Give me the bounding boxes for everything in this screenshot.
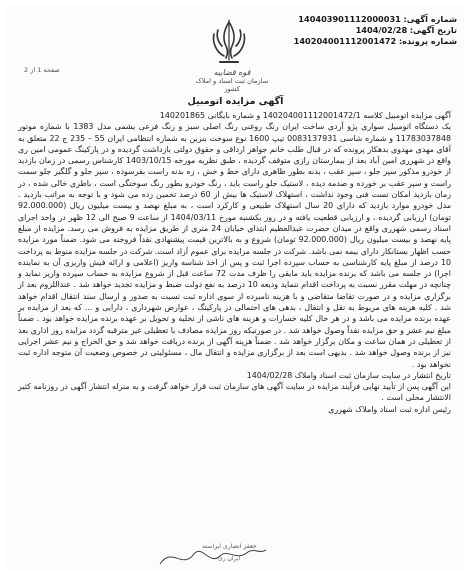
notice-date-row (277, 25, 457, 36)
notice-number-value: 140403901112000031 (298, 14, 401, 24)
org-line2: سازمان ثبت اسناد و املاک کشور (195, 77, 269, 93)
notice-paragraph: این آگهی پس از تأیید نهایی فرآیند مزایده در سایت آگهی های سازمان ثبت قرار خواهد گرفت و به منزله انتشار آگهی در روزنامه کثیر الانتشار محلی است . (18, 382, 451, 403)
notice-date-label: تاریخ آگهی: (409, 25, 457, 35)
notice-date-value: 1404/02/28 (355, 25, 408, 35)
signature-icon (152, 536, 272, 576)
document-page (6, 6, 465, 570)
notice-number-row (277, 14, 457, 25)
signatory-place: ایران ری (218, 555, 241, 562)
signatory-name: جعفر انصاری ایراسته (202, 543, 257, 550)
notice-body (18, 110, 451, 415)
file-number-label: شماره پرونده: (398, 36, 457, 46)
notice-paragraph: تاریخ انتشار در سایت سازمان ثبت اسناد واملاک 1404/02/28 (246, 370, 451, 380)
notice-paragraph: رئیس اداره ثبت اسناد واملاک شهرری (328, 404, 451, 414)
organization-name (190, 68, 274, 93)
notice-number-label: شماره آگهی: (403, 14, 457, 24)
notice-paragraph: یک دستگاه اتومبیل سواری پژو آردی ساخت ایران رنگ روغنی رنگ اصلی سبز و رنگ فرعی یشمی مدل 1383 با شماره موتور 11783037848 و شماره شاسی 0083137931 تیپ 1600 نوع سوخت بنزین به شماره انتظامی ایران 55 – 235 ج 22 متعلق به آقای مهدی مهدوی بدهکار پرونده که در قبال طلب خانم جواهر ارداقی و حقوق دولتی بازداشت گردیده و در پارکینگ عمومی امین ری واقع در شهرری امین آباد بعد از بیمارستان رازی متوقف گردیده ، طبق نظریه مورخه 1403/10/15 کارشناس رسمی در زمان بازدید از خودرو مذکور سپر جلو ، سپر عقب ، بدنه بطور ظاهری دارای خط و خش ، زه بدنه راست بفرسوده ، سپر جلو و گلگیر جلو سمت راست و سپر عقب بر خورده و صدمه دیده ، لاستیک جلو راست باید ، رنگ خودرو بطور رنگ سوختگی است ، باطری خالی شده ، در زمان بازدید امکان تست فنی وجود نداشت ، استهلاک لاستیک ها بیش از 60 درصد تخمین زده می شود و با توجه به مراتب بازدید . مدل خودرو موارد بازدید که دارای 20 سال استهلاک طبیعی و کارکرد است ، به مبلغ نهصد و بیست میلیون ریال (92.000.000 تومان) ارزیابی گردیده ، و ارزیابی قطعیت یافته و در روز یکشنبه مورخ 1404/03/11 از ساعت 9 صبح الی 12 ظهر در واحد اجرای اسناد رسمی شهرری واقع در میدان حضرت عبدالعظیم ابتدای خیابان 24 متری از طریق مزایده به فروش می رسد. مزایده از مبلغ پایه نهصد و بیست میلیون ریال (92.000.000 تومان) شروع و به بالاترین قیمت پیشنهادی نقداً فروخته می شود. ضمناً مورد مزایده حسب اظهار بستانکار دارای بیمه نمی باشد. شرکت در جلسه مزایده برای عموم آزاد است. شرکت در جلسه مزایده منوط به پرداخت 10 درصد از مبلغ پایه کارشناسی به حساب سپرده اجرا ثبت و پس از اخذ شناسه واریز (اعلامی و ارائه فیش واریزی آن به نماینده اجرا) در جلسه می باشد که برنده مزایده باید مابقی را ظرف مدت 72 ساعت قبل از شروع مزایده به حساب سپرده واریز نماید و چنانچه در مهلت مقرر نسبت به پرداخت اقدام ننماید ودیعه 10 درصد به نفع دولت ضبط و مزایده تجدید خواهد شد . عنداللزوم بعد از برگزاری مزایده و در صورت تقاضا متقاضی و با هزینه نامبرده از سوی اداره ثبت نسبت به صدور و ارسال سند انتقال اقدام خواهد شد . کلیه هزینه های مربوط به نقل و انتقال ، بدهی های احتمالی در پارکینگ ، عوارض شهرداری ، دارایی و ... که بعد از مزایده بر عهده برنده مزایده می باشد و در هر حال کلیه خسارات و هزینه های ناشی از تخلیه و تحویل بر عهده برنده مزایده خواهد بود . ضمناً مبلغ نیم عشر و حق مزایده نقداً وصول خواهد شد . در صورتیکه روز مزایده مصادف با تعطیلی غیر مترقبه گردد مزایده روز اداری بعد از تعطیلی در همان ساعت و مکان برگزار خواهد شد . ضمناً هزینه آگهی از برنده دریافت خواهد شد و حق الحراج و نیم عشر اجرایی نیز از برنده وصول خواهد شد . بدیهی است بعد از برگزاری مزایده و انتقال مال ، مسئولیتی در خصوص وضعیت آن متوجه اداره ثبت نخواهد بود . (18, 122, 452, 369)
org-line1: قوه قضاییه (213, 68, 251, 77)
judiciary-emblem-icon (204, 16, 254, 68)
page-number: صفحه 1 از 2 (24, 66, 60, 74)
file-number-value: 140204001112001472 (293, 36, 397, 46)
notice-paragraph: آگهی مزایده اتومبیل کلاسه 140204001112001472/1 و شماره بایگانی 140201865 (159, 111, 451, 120)
notice-metadata (277, 14, 457, 47)
notice-title: آگهی مزایده اتومبیل (187, 96, 284, 107)
file-number-row (277, 36, 457, 47)
